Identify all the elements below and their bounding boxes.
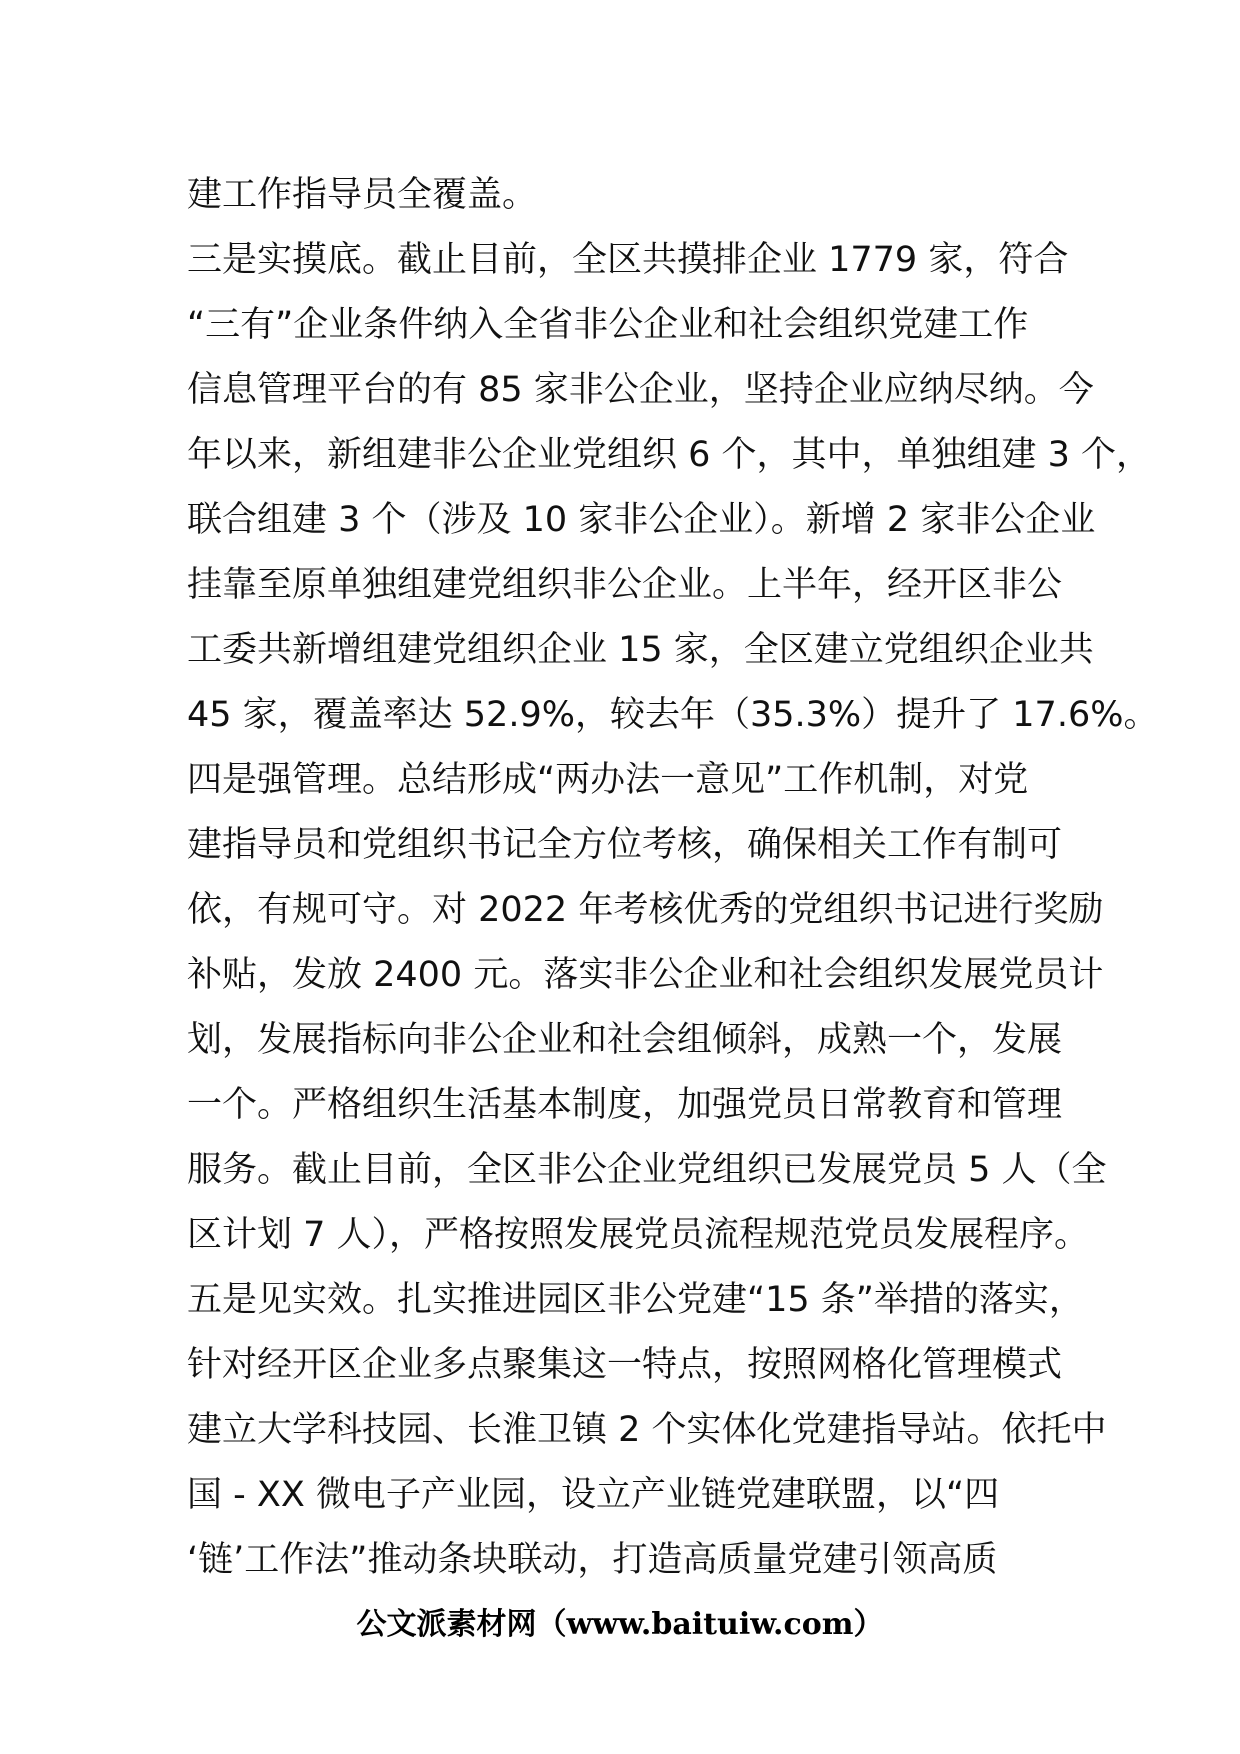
text-line: 国 - XX 微电子产业园，设立产业链党建联盟，以“四: [187, 1475, 1000, 1515]
text-line: 45 家，覆盖率达 52.9%，较去年（35.3%）提升了 17.6%。: [187, 695, 1159, 735]
text-line: 服务。截止目前，全区非公企业党组织已发展党员 5 人（全: [187, 1150, 1107, 1190]
body-text: [187, 163, 1159, 1593]
footer-watermark: 公文派素材网（www.baituiw.com）: [356, 1607, 884, 1642]
text-line: 信息管理平台的有 85 家非公企业，坚持企业应纳尽纳。今: [187, 370, 1094, 410]
text-line: 建指导员和党组织书记全方位考核，确保相关工作有制可: [187, 825, 1063, 865]
text-line: 工委共新增组建党组织企业 15 家，全区建立党组织企业共: [187, 630, 1094, 670]
text-line: 建立大学科技园、长淮卫镇 2 个实体化党建指导站。依托中: [187, 1410, 1107, 1450]
text-line: 一个。严格组织生活基本制度，加强党员日常教育和管理: [187, 1085, 1063, 1125]
text-line: 针对经开区企业多点聚集这一特点，按照网格化管理模式: [187, 1345, 1063, 1385]
text-line: “三有”企业条件纳入全省非公企业和社会组织党建工作: [187, 305, 1029, 345]
text-line: 年以来，新组建非公企业党组织 6 个，其中，单独组建 3 个，: [187, 435, 1152, 475]
text-line: 补贴，发放 2400 元。落实非公企业和社会组织发展党员计: [187, 955, 1104, 995]
text-line: 区计划 7 人），严格按照发展党员流程规范党员发展程序。: [187, 1215, 1090, 1255]
text-line: 五是见实效。扎实推进园区非公党建“15 条”举措的落实，: [187, 1280, 1084, 1320]
text-line: 联合组建 3 个（涉及 10 家非公企业）。新增 2 家非公企业: [187, 500, 1096, 540]
text-line: 挂靠至原单独组建党组织非公企业。上半年，经开区非公: [187, 565, 1063, 605]
text-line: 四是强管理。总结形成“两办法一意见”工作机制，对党: [187, 760, 1029, 800]
text-line: ‘链’工作法”推动条块联动，打造高质量党建引领高质: [187, 1540, 998, 1580]
text-line: 依，有规可守。对 2022 年考核优秀的党组织书记进行奖励: [187, 890, 1104, 930]
text-line: 划，发展指标向非公企业和社会组倾斜，成熟一个，发展: [187, 1020, 1063, 1060]
text-line: 三是实摸底。截止目前，全区共摸排企业 1779 家，符合: [187, 240, 1069, 280]
text-line: 建工作指导员全覆盖。: [187, 175, 538, 215]
